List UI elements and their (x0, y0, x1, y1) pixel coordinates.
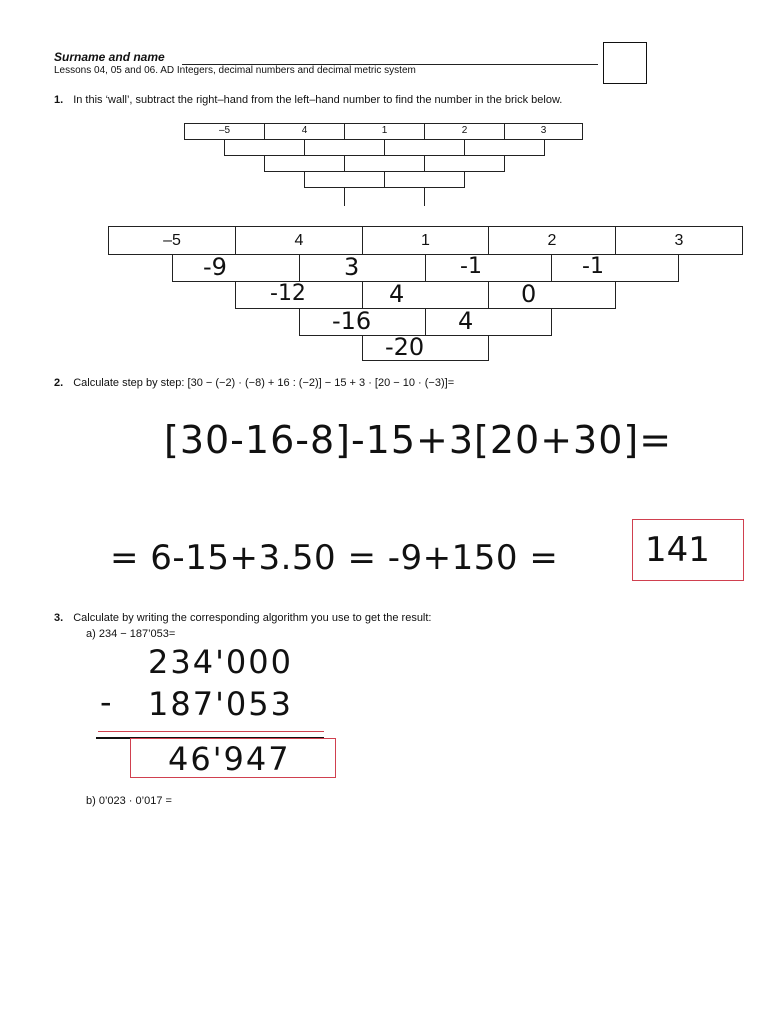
small-brick-r3-3 (424, 155, 505, 172)
question-3 (54, 612, 432, 624)
small-brick-r2-3 (384, 139, 465, 156)
q3-result: 46'947 (168, 740, 291, 778)
small-brick-r3-2 (344, 155, 425, 172)
small-brick-1: –5 (184, 123, 265, 140)
small-brick-r5-left (344, 188, 345, 206)
q3-part-a: a) 234 − 187’053= (86, 628, 176, 640)
small-brick-4: 2 (424, 123, 505, 140)
handwritten-answer: -1 (460, 254, 482, 279)
big-brick-4: 2 (488, 226, 616, 255)
big-brick-r3-1[interactable] (235, 281, 363, 309)
big-brick-1: –5 (108, 226, 236, 255)
question-2-text: Calculate step by step: [30 − (−2) · (−8) + 16 : (−2)] − 15 + 3 · [20 − 10 · (−3)]= (73, 377, 455, 389)
question-2-number: 2. (54, 377, 64, 389)
question-1-number: 1. (54, 94, 64, 106)
handwritten-answer: -1 (582, 254, 604, 279)
small-brick-r3-1 (264, 155, 345, 172)
q3-part-b: b) 0’023 · 0’017 = (86, 795, 172, 807)
red-underline (98, 731, 324, 732)
big-brick-3: 1 (362, 226, 489, 255)
q2-answer: 141 (645, 530, 710, 570)
big-brick-r5-1[interactable] (362, 335, 489, 361)
big-brick-r4-1[interactable] (299, 308, 426, 336)
big-brick-r4-2[interactable] (425, 308, 552, 336)
handwritten-answer: -20 (385, 333, 425, 361)
small-brick-5: 3 (504, 123, 583, 140)
question-1-text: In this ‘wall’, subtract the right–hand from the left–hand number to find the number in the brick below. (73, 94, 563, 106)
small-brick-2: 4 (264, 123, 345, 140)
handwritten-answer: 0 (521, 280, 537, 308)
big-brick-r2-4[interactable] (551, 254, 679, 282)
small-brick-r4-2 (384, 171, 465, 188)
small-brick-r2-1 (224, 139, 305, 156)
small-brick-r5-right (424, 188, 425, 206)
small-brick-r2-2 (304, 139, 385, 156)
small-brick-3: 1 (344, 123, 425, 140)
name-label: Surname and name (54, 50, 165, 64)
q2-work-line-1: [30-16-8]-15+3[20+30]= (164, 418, 673, 462)
question-3-text: Calculate by writing the corresponding algorithm you use to get the result: (73, 612, 432, 624)
handwritten-answer: 3 (344, 253, 360, 281)
big-brick-r3-3[interactable] (488, 281, 616, 309)
q3-minus-sign: - (100, 683, 112, 721)
q3-subtrahend: 187'053 (148, 685, 293, 723)
big-brick-r2-1[interactable] (172, 254, 300, 282)
handwritten-answer: 4 (458, 307, 474, 335)
handwritten-answer: -12 (270, 281, 306, 306)
grade-box (603, 42, 647, 84)
handwritten-answer: -16 (332, 307, 372, 335)
question-1 (54, 94, 562, 106)
question-3-number: 3. (54, 612, 64, 624)
big-brick-r3-2[interactable] (362, 281, 489, 309)
lesson-subtitle: Lessons 04, 05 and 06. AD Integers, decimal numbers and decimal metric system (54, 65, 416, 76)
q2-work-line-2: = 6-15+3.50 = -9+150 = (110, 538, 559, 578)
big-brick-2: 4 (235, 226, 363, 255)
question-2 (54, 377, 454, 389)
big-brick-r2-3[interactable] (425, 254, 552, 282)
small-brick-r2-4 (464, 139, 545, 156)
small-brick-r4-1 (304, 171, 385, 188)
big-brick-r2-2[interactable] (299, 254, 426, 282)
big-brick-5: 3 (615, 226, 743, 255)
handwritten-answer: 4 (389, 280, 405, 308)
q3-minuend: 234'000 (148, 643, 293, 681)
handwritten-answer: -9 (203, 253, 227, 281)
